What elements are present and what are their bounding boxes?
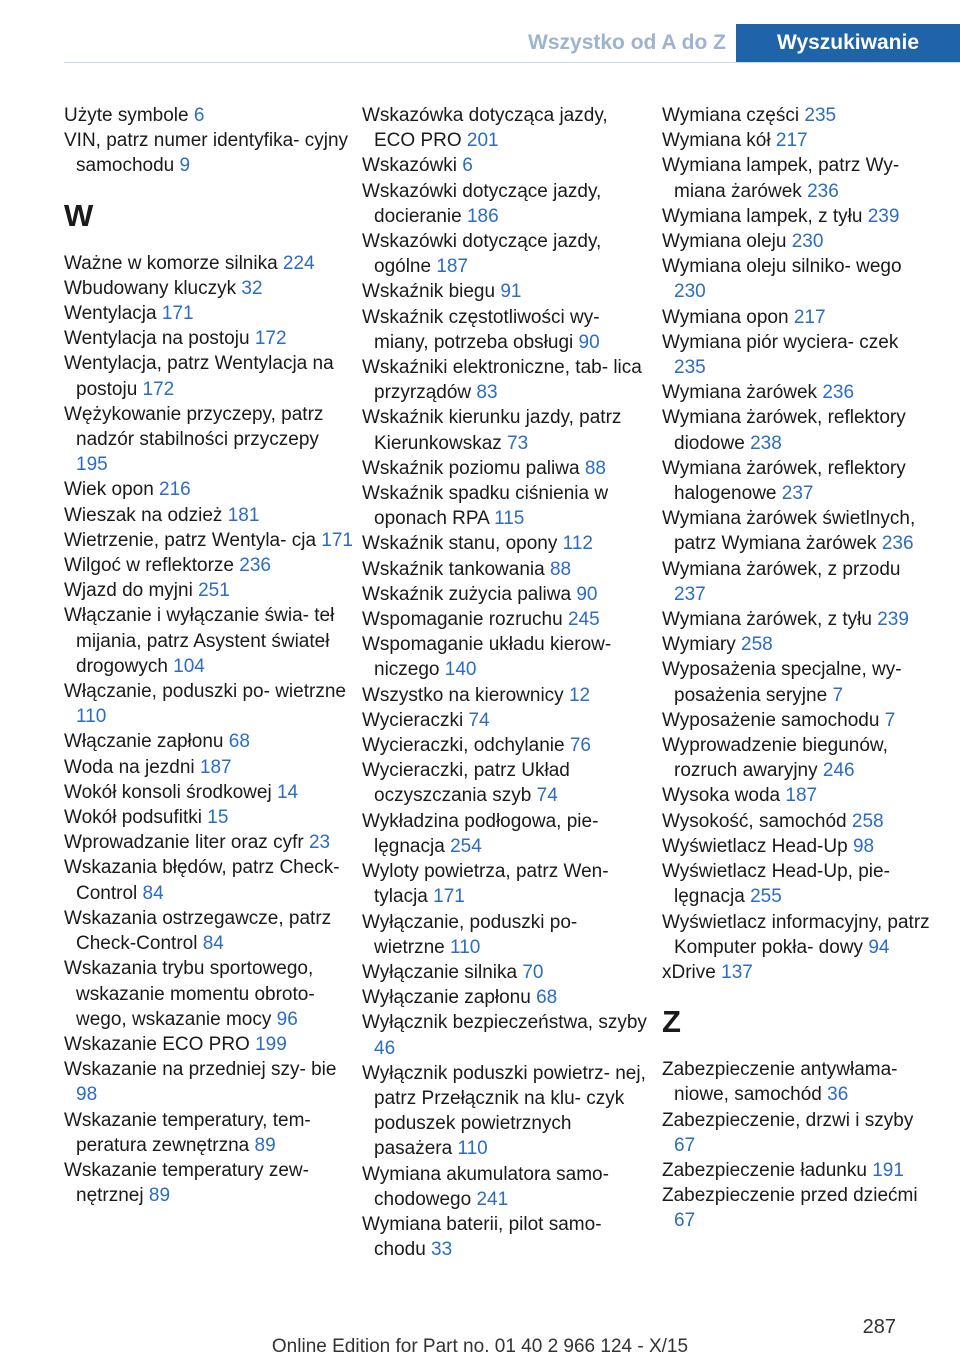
index-entry-text: Wprowadzanie liter oraz cyfr	[64, 832, 309, 854]
page-reference-link[interactable]: 172	[142, 378, 175, 400]
index-entry	[362, 279, 652, 304]
index-entry-text: Wężykowanie przyczepy, patrz nadzór stabilności przyczepy	[64, 403, 324, 451]
index-entry-text: Wymiary	[662, 634, 741, 656]
page-reference-link[interactable]: 7	[884, 709, 896, 731]
page-reference-link[interactable]: 187	[199, 756, 232, 778]
index-entry	[64, 326, 354, 351]
page-reference-link[interactable]: 195	[76, 454, 108, 476]
index-entry-text: Wymiana oleju	[662, 231, 792, 253]
index-entry	[362, 607, 652, 632]
index-entry	[64, 956, 354, 1032]
page-reference-link[interactable]: 84	[202, 933, 224, 955]
index-entry	[64, 729, 354, 754]
page-reference-link[interactable]: 171	[161, 303, 194, 325]
index-entry-text: Wyłączanie silnika	[362, 961, 523, 983]
index-entry	[662, 405, 932, 455]
index-entry	[64, 679, 354, 729]
index-entry-text: Wskaźnik stanu, opony	[362, 533, 563, 555]
index-entry	[662, 1158, 932, 1183]
index-entry-text: Wskaźnik zużycia paliwa	[362, 583, 577, 605]
index-entry-text: Woda na jezdni	[64, 756, 200, 778]
page-reference-link[interactable]: 7	[832, 684, 844, 706]
index-entry-text: Wskazanie na przedniej szy‐ bie	[64, 1059, 337, 1081]
index-entry	[362, 355, 652, 405]
index-entry	[64, 528, 354, 553]
index-entry	[662, 103, 932, 128]
index-entry-text: Wymiana oleju silniko‐ wego	[662, 256, 902, 278]
header-bar	[0, 24, 960, 62]
index-entry	[362, 859, 652, 909]
page-reference-link[interactable]: 110	[450, 936, 481, 958]
page-reference-link[interactable]: 84	[142, 882, 164, 904]
index-entry-text: Wskazówka dotycząca jazdy, ECO PRO	[362, 105, 608, 152]
index-entry	[362, 1061, 652, 1162]
footer-edition: Online Edition for Part no. 01 40 2 966 124 - X/15	[271, 1336, 689, 1357]
index-entry	[362, 708, 652, 733]
page-reference-link[interactable]: 187	[436, 256, 469, 278]
index-entry	[64, 1108, 354, 1158]
page-reference-link[interactable]: 199	[255, 1033, 287, 1055]
index-entry-text: Wyświetlacz informacyjny, patrz Komputer pokła‐ dowy	[662, 911, 930, 958]
index-entry	[662, 1057, 932, 1107]
index-entry	[362, 733, 652, 758]
page-reference-link[interactable]: 236	[807, 180, 839, 202]
index-entry-text: Wentylacja	[64, 303, 162, 325]
page-reference-link[interactable]: 201	[466, 130, 499, 152]
index-column-3	[662, 103, 932, 1234]
index-entry	[662, 910, 932, 960]
index-entry	[662, 153, 932, 203]
page-reference-link[interactable]: 191	[872, 1159, 904, 1181]
index-entry-text: Zabezpieczenie antywłama‐ niowe, samochód	[662, 1059, 898, 1106]
page-reference-link[interactable]: 238	[750, 432, 782, 454]
index-entry	[662, 456, 932, 506]
index-entry-text: Wjazd do myjni	[64, 580, 199, 602]
index-entry-text: Wyłączanie, poduszki po‐ wietrzne	[362, 911, 578, 958]
index-entry-text: Wycieraczki, odchylanie	[362, 735, 570, 757]
index-entry	[64, 251, 354, 276]
page-reference-link[interactable]: 88	[584, 457, 606, 479]
page-reference-link[interactable]: 140	[444, 659, 477, 681]
page-reference-link[interactable]: 115	[494, 508, 525, 530]
index-entry	[662, 557, 932, 607]
index-entry-text: Wymiana akumulatora samo‐ chodowego	[362, 1163, 609, 1210]
page-reference-link[interactable]: 181	[227, 504, 260, 526]
index-entry-text: Wycieraczki	[362, 709, 469, 731]
index-letter-heading: Z	[662, 1004, 681, 1040]
page-reference-link[interactable]: 110	[76, 706, 107, 728]
page-reference-link[interactable]: 224	[282, 252, 315, 274]
index-entry-text: Włączanie, poduszki po‐ wietrzne	[64, 681, 346, 703]
index-entry-text: Wymiana żarówek	[662, 382, 823, 404]
index-entry-text: Wskaźnik częstotliwości wy‐ miany, potrzeba obsługi	[362, 306, 600, 353]
page-reference-link[interactable]: 33	[431, 1239, 453, 1261]
page-reference-link[interactable]: 89	[254, 1134, 276, 1156]
page-reference-link[interactable]: 32	[241, 277, 263, 299]
index-entry	[662, 783, 932, 808]
index-entry	[64, 402, 354, 478]
index-entry-text: Wskaźnik biegu	[362, 281, 501, 303]
index-entry	[64, 103, 354, 128]
page-reference-link[interactable]: 216	[159, 479, 191, 501]
index-entry	[362, 531, 652, 556]
index-entry-text: Wyloty powietrza, patrz Wen‐ tylacja	[362, 861, 609, 908]
index-entry-text: Wymiana lampek, z tyłu	[662, 205, 868, 227]
index-entry-text: Wyposażenie samochodu	[662, 709, 885, 731]
page-reference-link[interactable]: 236	[822, 382, 855, 404]
index-entry-text: Zabezpieczenie ładunku	[662, 1159, 873, 1181]
page-reference-link[interactable]: 230	[674, 281, 706, 303]
page-reference-link[interactable]: 245	[567, 609, 600, 631]
index-entry-text: Wymiana kół	[662, 130, 776, 152]
index-entry-text: Wspomaganie układu kierow‐ niczego	[362, 634, 612, 681]
index-entry-text: Wymiana piór wyciera‐ czek	[662, 331, 899, 353]
page-reference-link[interactable]: 46	[374, 1037, 396, 1059]
index-entry-text: Wilgoć w reflektorze	[64, 555, 240, 577]
page-reference-link[interactable]: 255	[750, 886, 782, 908]
page-reference-link[interactable]: 89	[148, 1185, 171, 1207]
page-reference-link[interactable]: 14	[276, 781, 299, 803]
index-entry	[362, 758, 652, 808]
index-entry	[64, 1032, 354, 1057]
page-reference-link[interactable]: 254	[450, 835, 482, 857]
index-entry	[662, 128, 932, 153]
index-entry	[362, 305, 652, 355]
page-reference-link[interactable]: 15	[207, 807, 229, 829]
index-entry-text: Wiek opon	[64, 479, 160, 501]
index-entry-text: Wskazówki dotyczące jazdy, ogólne	[362, 231, 602, 278]
index-entry	[64, 578, 354, 603]
page-number: 287	[862, 1316, 896, 1338]
index-entry	[64, 805, 354, 830]
index-entry	[64, 553, 354, 578]
index-entry-text: Wysoka woda	[662, 785, 786, 807]
index-entry	[362, 456, 652, 481]
index-entry-text: Wymiana lampek, patrz Wy‐ miana żarówek	[662, 155, 900, 202]
page-reference-link[interactable]: 88	[549, 558, 572, 580]
index-entry	[662, 809, 932, 834]
index-entry	[64, 603, 354, 679]
page-reference-link[interactable]: 76	[569, 735, 591, 757]
index-entry-text: Wymiana części	[662, 105, 805, 126]
page-reference-link[interactable]: 237	[781, 483, 814, 505]
index-entry	[362, 153, 652, 178]
index-entry-text: VIN, patrz numer identyfika‐ cyjny samochodu	[64, 130, 349, 177]
page-reference-link[interactable]: 98	[852, 835, 875, 857]
index-entry-text: Wymiana żarówek, z tyłu	[662, 609, 878, 631]
index-entry-text: Wskaźniki elektroniczne, tab‐ lica przyrządów	[362, 357, 642, 404]
page-reference-link[interactable]: 251	[198, 580, 230, 602]
index-entry	[362, 985, 652, 1010]
index-entry	[64, 755, 354, 780]
page-reference-link[interactable]: 67	[674, 1210, 696, 1232]
page-reference-link[interactable]: 94	[868, 936, 890, 958]
index-entry-text: Wskazanie ECO PRO	[64, 1033, 256, 1055]
index-entry	[662, 960, 932, 985]
page-reference-link[interactable]: 172	[254, 328, 287, 350]
page-reference-link[interactable]: 67	[674, 1134, 696, 1156]
page-reference-link[interactable]: 68	[228, 731, 250, 753]
index-entry-text: Wskazówki	[362, 155, 463, 177]
index-entry-text: Wymiana żarówek świetlnych, patrz Wymiana żarówek	[662, 508, 916, 555]
page-reference-link[interactable]: 217	[793, 306, 826, 328]
index-entry-text: Wskaźnik poziomu paliwa	[362, 457, 585, 479]
page-reference-link[interactable]: 258	[741, 634, 773, 656]
page-reference-link[interactable]: 217	[775, 130, 808, 152]
index-entry-text: Wentylacja, patrz Wentylacja na postoju	[64, 353, 334, 400]
index-entry	[64, 301, 354, 326]
index-entry-text: Wyposażenia specjalne, wy‐ posażenia seryjne	[662, 659, 902, 706]
index-entry-text: Wszystko na kierownicy	[362, 684, 569, 706]
index-entry-text: Zabezpieczenie, drzwi i szyby	[662, 1109, 914, 1131]
index-entry-text: Wysokość, samochód	[662, 810, 852, 832]
page-reference-link[interactable]: 171	[321, 529, 353, 551]
page-reference-link[interactable]: 236	[239, 555, 271, 577]
index-entry-text: Wskaźnik tankowania	[362, 558, 550, 580]
index-entry	[362, 910, 652, 960]
page-reference-link[interactable]: 90	[576, 583, 598, 605]
page-reference-link[interactable]: 74	[536, 785, 558, 807]
index-entry-text: Zabezpieczenie przed dziećmi	[662, 1185, 918, 1207]
index-entry-text: Wymiana żarówek, reflektory diodowe	[662, 407, 906, 454]
index-entry-text: Wspomaganie rozruchu	[362, 609, 568, 631]
index-entry-text: Włączanie zapłonu	[64, 731, 229, 753]
index-entry-text: Wykładzina podłogowa, pie‐ lęgnacja	[362, 810, 599, 857]
index-entry-text: Wyłączanie zapłonu	[362, 987, 537, 1009]
index-entry	[362, 1212, 652, 1262]
index-entry	[662, 506, 932, 556]
page-reference-link[interactable]: 73	[507, 432, 529, 454]
index-entry	[64, 503, 354, 528]
index-entry	[662, 834, 932, 859]
page-reference-link[interactable]: 110	[457, 1138, 488, 1160]
index-entry	[64, 276, 354, 301]
index-entry-text: Wymiana baterii, pilot samo‐ chodu	[362, 1213, 602, 1261]
page-reference-link[interactable]: 98	[76, 1084, 98, 1106]
page-reference-link[interactable]: 96	[276, 1008, 298, 1030]
page-reference-link[interactable]: 12	[568, 684, 591, 706]
page-reference-link[interactable]: 112	[562, 533, 593, 555]
index-entry	[662, 254, 932, 304]
page-reference-link[interactable]: 68	[536, 987, 558, 1009]
index-entry	[362, 960, 652, 985]
page-reference-link[interactable]: 230	[791, 231, 824, 253]
index-entry-text: Wymiana żarówek, reflektory halogenowe	[662, 457, 906, 505]
page-reference-link[interactable]: 6	[462, 155, 473, 177]
page-reference-link[interactable]: 186	[466, 205, 499, 227]
page-reference-link[interactable]: 235	[804, 105, 837, 126]
index-entry	[662, 1108, 932, 1158]
index-entry	[662, 380, 932, 405]
index-column-2	[362, 103, 652, 1262]
index-entry-text: Wskazania trybu sportowego, wskazanie momentu obroto‐ wego, wskazanie mocy	[64, 958, 315, 1030]
index-entry	[662, 859, 932, 909]
page-reference-link[interactable]: 36	[827, 1084, 849, 1106]
index-entry-text: Wskazanie temperatury zew‐ nętrznej	[64, 1159, 309, 1207]
index-entry	[662, 632, 932, 657]
page-reference-link[interactable]: 74	[468, 709, 490, 731]
index-entry-text: Użyte symbole	[64, 105, 194, 126]
index-entry	[362, 582, 652, 607]
index-entry	[64, 1057, 354, 1107]
index-entry	[662, 229, 932, 254]
index-entry-text: Wskaźnik spadku ciśnienia w oponach RPA	[362, 483, 609, 530]
index-entry	[662, 204, 932, 229]
index-letter-heading: W	[64, 197, 94, 233]
index-entry-text: Wyprowadzenie biegunów, rozruch awaryjny	[662, 735, 888, 782]
index-entry-text: Wbudowany kluczyk	[64, 277, 242, 299]
page-reference-link[interactable]: 246	[822, 760, 855, 782]
index-entry-text: Włączanie i wyłączanie świa‐ teł mijania, patrz Asystent świateł drogowych	[64, 605, 335, 677]
index-entry-text: Wyświetlacz Head-Up, pie‐ lęgnacja	[662, 861, 890, 908]
page-reference-link[interactable]: 239	[877, 609, 909, 631]
page-reference-link[interactable]: 90	[578, 331, 600, 353]
index-entry	[362, 1010, 652, 1060]
index-entry-text: Wietrzenie, patrz Wentyla‐ cja	[64, 529, 322, 551]
index-entry-text: Ważne w komorze silnika	[64, 252, 283, 274]
index-entry	[64, 128, 354, 178]
index-entry	[64, 830, 354, 855]
page-reference-link[interactable]: 235	[674, 357, 706, 379]
index-entry-text: xDrive	[662, 961, 722, 983]
index-entry-text: Wycieraczki, patrz Układ oczyszczania szyb	[362, 760, 570, 807]
index-entry-text: Wskaźnik kierunku jazdy, patrz Kierunkowskaz	[362, 407, 622, 454]
page-reference-link[interactable]: 187	[785, 785, 818, 807]
page-reference-link[interactable]: 83	[476, 382, 498, 404]
index-entry	[362, 632, 652, 682]
page-reference-link[interactable]: 237	[674, 583, 706, 605]
index-entry	[662, 607, 932, 632]
page-reference-link[interactable]: 23	[308, 832, 331, 854]
index-entry	[362, 405, 652, 455]
tab-index-a-to-z[interactable]: Wszystko od A do Z	[528, 31, 726, 54]
index-entry	[64, 780, 354, 805]
page-reference-link[interactable]: 9	[179, 155, 191, 177]
page-reference-link[interactable]: 70	[522, 961, 544, 983]
index-entry-text: Wskazania ostrzegawcze, patrz Check-Control	[64, 907, 332, 955]
page-reference-link[interactable]: 171	[433, 886, 465, 908]
index-entry	[362, 229, 652, 279]
index-entry	[362, 481, 652, 531]
index-entry	[662, 657, 932, 707]
index-entry	[662, 330, 932, 380]
page-reference-link[interactable]: 91	[500, 281, 522, 303]
index-entry	[362, 103, 652, 153]
index-entry-text: Wentylacja na postoju	[64, 328, 255, 350]
index-entry-text: Wyświetlacz Head-Up	[662, 835, 853, 857]
index-entry	[64, 855, 354, 905]
index-entry-text: Wieszak na odzież	[64, 504, 228, 526]
index-column-1	[64, 103, 354, 1208]
index-entry	[362, 557, 652, 582]
header-divider	[64, 62, 960, 63]
index-entry-text: Wyłącznik poduszki powietrz‐ nej, patrz Przełącznik na klu‐ czyk poduszek powietrznych pasażera	[362, 1062, 646, 1160]
page-reference-link[interactable]: 239	[867, 205, 900, 227]
index-entry	[64, 1158, 354, 1208]
index-entry	[662, 305, 932, 330]
page-reference-link[interactable]: 6	[193, 105, 205, 126]
index-entry-text: Wskazówki dotyczące jazdy, docieranie	[362, 180, 602, 227]
page-reference-link[interactable]: 241	[476, 1188, 509, 1210]
page-reference-link[interactable]: 104	[173, 655, 205, 677]
index-entry	[362, 683, 652, 708]
index-entry	[662, 708, 932, 733]
index-entry-text: Wskazania błędów, patrz Check-Control	[64, 857, 340, 904]
index-entry	[64, 477, 354, 502]
index-entry	[662, 733, 932, 783]
index-entry	[362, 179, 652, 229]
index-entry-text: Wyłącznik bezpieczeństwa, szyby	[362, 1012, 647, 1034]
page-reference-link[interactable]: 236	[881, 533, 914, 555]
index-entry	[362, 809, 652, 859]
index-entry-text: Wymiana opon	[662, 306, 794, 328]
index-entry	[662, 1183, 932, 1233]
index-entry	[362, 1162, 652, 1212]
index-entry-text: Wokół konsoli środkowej	[64, 781, 277, 803]
page-reference-link[interactable]: 258	[851, 810, 884, 832]
index-entry	[64, 351, 354, 401]
tab-search[interactable]: Wyszukiwanie	[736, 24, 960, 62]
index-entry-text: Wokół podsufitki	[64, 807, 208, 829]
index-entry-text: Wymiana żarówek, z przodu	[662, 558, 901, 580]
page-reference-link[interactable]: 137	[721, 961, 753, 983]
index-entry-text: Wskazanie temperatury, tem‐ peratura zewnętrzna	[64, 1109, 311, 1156]
index-entry	[64, 906, 354, 956]
